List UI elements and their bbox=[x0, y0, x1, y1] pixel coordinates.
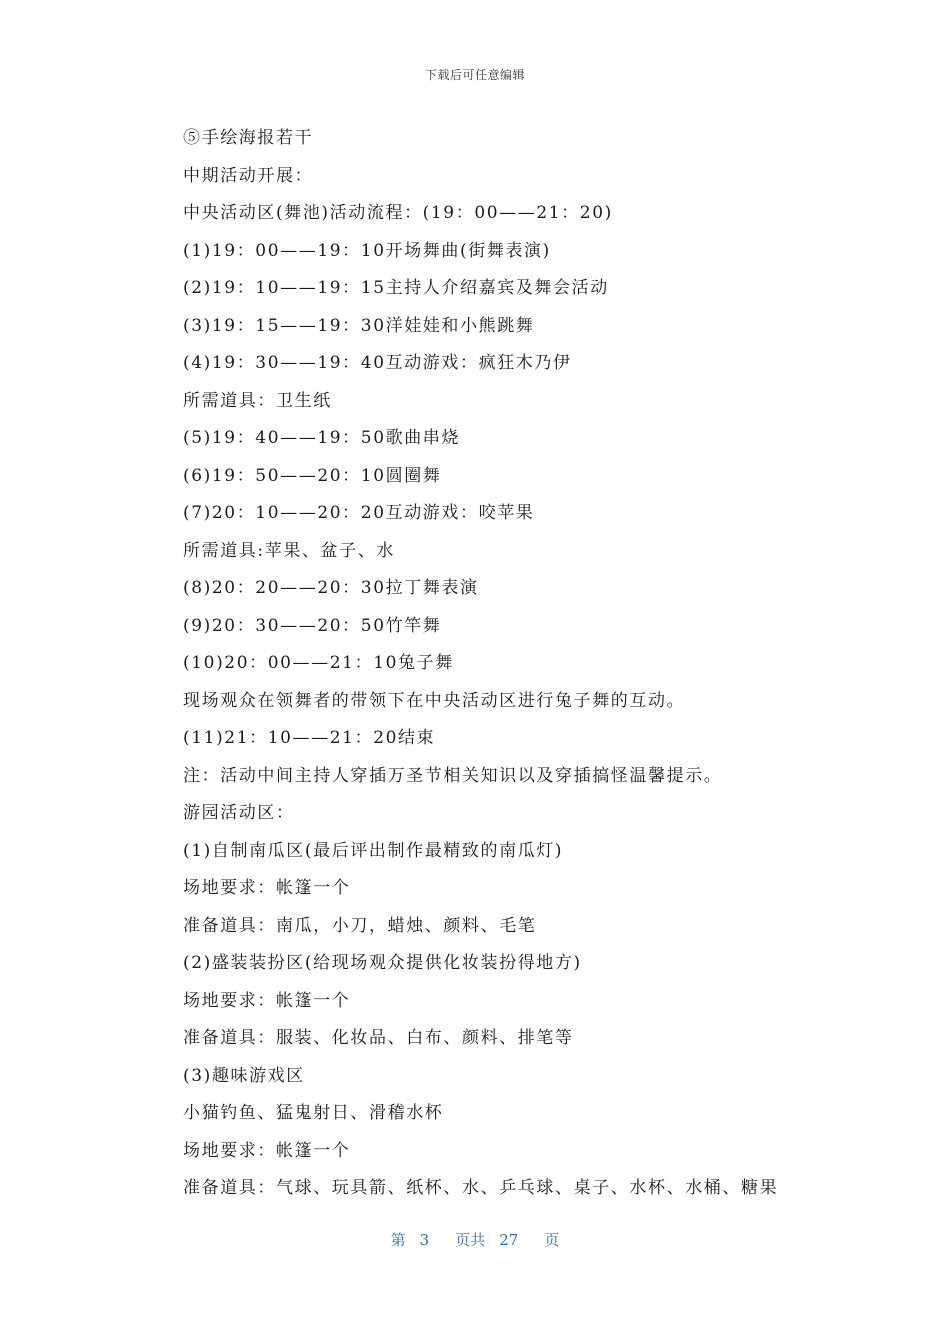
text-line: ⑤手绘海报若干 bbox=[183, 128, 314, 148]
footer-prefix: 第 bbox=[390, 1231, 406, 1249]
footer-current-page: 3 bbox=[419, 1231, 430, 1249]
text-line: (10)20：00——21：10兔子舞 bbox=[183, 653, 454, 673]
text-line: 现场观众在领舞者的带领下在中央活动区进行兔子舞的互动。 bbox=[183, 690, 686, 711]
footer-suffix: 页 bbox=[544, 1231, 560, 1249]
text-line: (4)19：30——19：40互动游戏：疯狂木乃伊 bbox=[183, 353, 572, 373]
text-line: (1)自制南瓜区(最后评出制作最精致的南瓜灯) bbox=[183, 840, 564, 861]
text-line: 注：活动中间主持人穿插万圣节相关知识以及穿插搞怪温馨提示。 bbox=[183, 765, 723, 786]
document-body bbox=[183, 120, 823, 1208]
text-line: (3)19：15——19：30洋娃娃和小熊跳舞 bbox=[183, 315, 535, 336]
text-line: 中期活动开展： bbox=[183, 165, 314, 186]
text-line: (8)20：20——20：30拉丁舞表演 bbox=[183, 578, 479, 598]
text-line: (1)19：00——19：10开场舞曲(街舞表演) bbox=[183, 240, 551, 261]
page-header: 下载后可任意编辑 bbox=[424, 68, 525, 82]
text-line: 所需道具:苹果、盆子、水 bbox=[183, 540, 395, 561]
text-line: (2)盛装装扮区(给现场观众提供化妆装扮得地方) bbox=[183, 953, 582, 973]
text-line: 中央活动区(舞池)活动流程：(19：00——21：20) bbox=[183, 203, 613, 223]
text-line: 准备道具：服装、化妆品、白布、颜料、排笔等 bbox=[183, 1028, 574, 1048]
text-line: (3)趣味游戏区 bbox=[183, 1065, 305, 1086]
footer-middle: 页共 bbox=[455, 1231, 486, 1249]
page-footer bbox=[0, 1229, 950, 1250]
text-line: (7)20：10——20：20互动游戏：咬苹果 bbox=[183, 503, 535, 523]
text-line: 小猫钓鱼、猛鬼射日、滑稽水杯 bbox=[183, 1103, 444, 1123]
text-line: 准备道具：气球、玩具箭、纸杯、水、乒乓球、桌子、水杯、水桶、糖果 bbox=[183, 1178, 779, 1198]
text-line: (2)19：10——19：15主持人介绍嘉宾及舞会活动 bbox=[183, 278, 609, 298]
text-line: 游园活动区： bbox=[183, 803, 295, 823]
text-line: 场地要求：帐篷一个 bbox=[183, 878, 351, 898]
text-line: (6)19：50——20：10圆圈舞 bbox=[183, 465, 442, 486]
text-line: 场地要求：帐篷一个 bbox=[183, 990, 351, 1011]
text-line: 所需道具：卫生纸 bbox=[183, 390, 332, 411]
text-line: (11)21：10——21：20结束 bbox=[183, 728, 436, 748]
text-line: 场地要求：帐篷一个 bbox=[183, 1140, 351, 1161]
text-line: 准备道具：南瓜，小刀，蜡烛、颜料、毛笔 bbox=[183, 915, 537, 936]
text-line: (9)20：30——20：50竹竿舞 bbox=[183, 615, 442, 636]
text-line: (5)19：40——19：50歌曲串烧 bbox=[183, 428, 461, 448]
footer-total-pages: 27 bbox=[499, 1231, 519, 1249]
